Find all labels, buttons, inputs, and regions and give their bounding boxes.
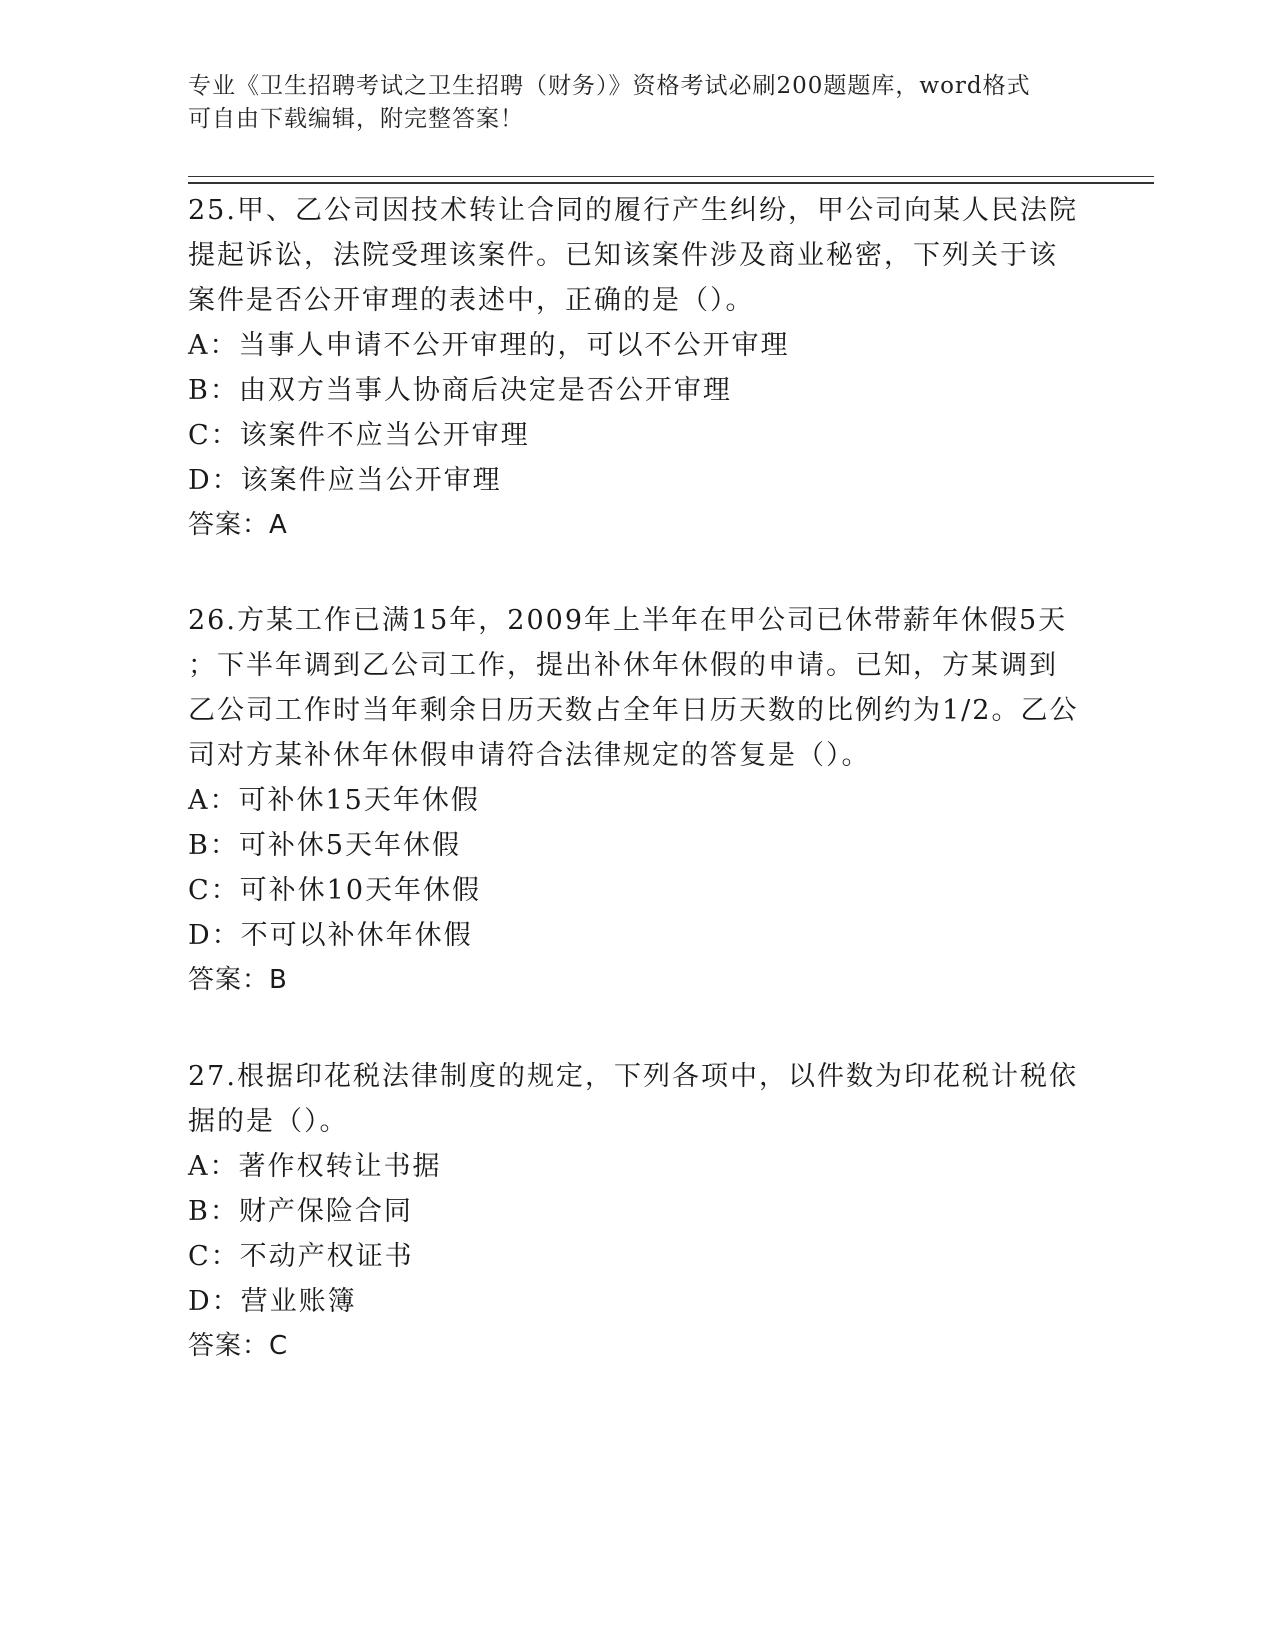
answer-label: 答案：C — [188, 1331, 289, 1361]
question-26 — [188, 598, 1088, 1003]
question-stem-line: 司对方某补休年休假申请符合法律规定的答复是（）。 — [188, 740, 871, 771]
header-line-1: 专业《卫生招聘考试之卫生招聘（财务）》资格考试必刷200题题库，word格式 — [188, 73, 1031, 99]
option-d: D：不可以补休年休假 — [188, 920, 473, 951]
option-c: C：可补休10天年休假 — [188, 875, 482, 906]
option-d: D：该案件应当公开审理 — [188, 465, 502, 496]
answer-label: 答案：A — [188, 510, 288, 540]
question-stem-line: ；下半年调到乙公司工作，提出补休年休假的申请。已知，方某调到 — [188, 650, 1058, 681]
question-stem-line: 26.方某工作已满15年，2009年上半年在甲公司已休带薪年休假5天 — [188, 605, 1068, 636]
option-a: A：当事人申请不公开审理的，可以不公开审理 — [188, 330, 790, 361]
question-stem-line: 25.甲、乙公司因技术转让合同的履行产生纠纷，甲公司向某人民法院 — [188, 195, 1078, 226]
option-c: C：不动产权证书 — [188, 1241, 414, 1272]
option-c: C：该案件不应当公开审理 — [188, 420, 530, 451]
question-stem-line: 据的是（）。 — [188, 1106, 349, 1137]
header-divider-thick — [188, 182, 1154, 184]
option-a: A：著作权转让书据 — [188, 1151, 442, 1182]
document-header — [188, 70, 1088, 136]
header-line-2: 可自由下载编辑，附完整答案！ — [188, 106, 524, 132]
question-25 — [188, 188, 1088, 548]
option-b: B：由双方当事人协商后决定是否公开审理 — [188, 375, 732, 406]
question-stem-line: 27.根据印花税法律制度的规定，下列各项中，以件数为印花税计税依 — [188, 1061, 1078, 1092]
question-27 — [188, 1054, 1088, 1369]
question-stem-line: 案件是否公开审理的表述中，正确的是（）。 — [188, 285, 755, 316]
question-stem-line: 提起诉讼，法院受理该案件。已知该案件涉及商业秘密，下列关于该 — [188, 240, 1058, 271]
option-b: B：财产保险合同 — [188, 1196, 413, 1227]
question-stem-line: 乙公司工作时当年剩余日历天数占全年日历天数的比例约为1/2。乙公 — [188, 695, 1079, 726]
option-d: D：营业账簿 — [188, 1286, 357, 1317]
option-b: B：可补休5天年休假 — [188, 830, 462, 861]
header-divider-thin — [188, 176, 1154, 177]
option-a: A：可补休15天年休假 — [188, 785, 480, 816]
answer-label: 答案：B — [188, 965, 288, 995]
